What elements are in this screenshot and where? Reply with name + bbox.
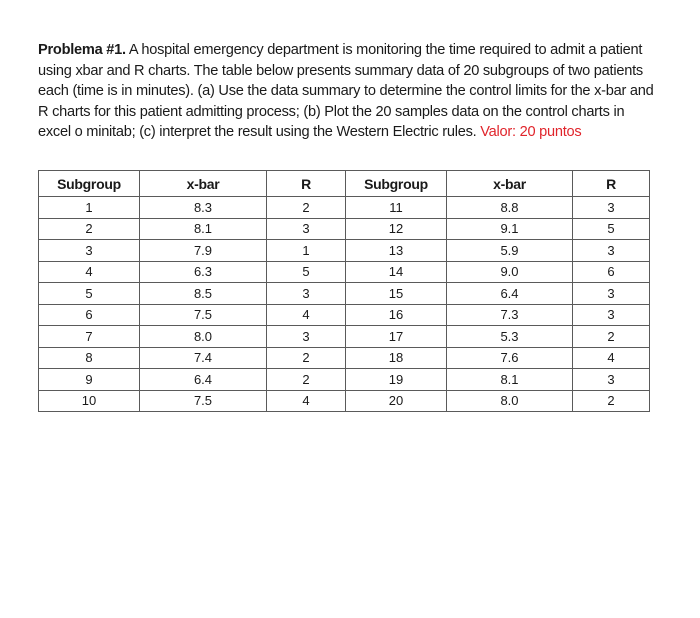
cell-xbar-2: 7.3 — [447, 304, 573, 326]
cell-range-2: 3 — [573, 197, 650, 219]
cell-range: 3 — [267, 283, 346, 305]
table-row — [39, 240, 650, 262]
table-body — [39, 197, 650, 412]
cell-range-2: 2 — [573, 390, 650, 412]
header-row — [39, 171, 650, 197]
cell-range: 4 — [267, 304, 346, 326]
problem-heading: Problema #1. — [38, 42, 126, 58]
header-subgroup-2: Subgroup — [346, 171, 447, 197]
cell-xbar: 6.4 — [140, 369, 267, 391]
cell-subgroup: 5 — [39, 283, 140, 305]
cell-xbar-2: 8.0 — [447, 390, 573, 412]
cell-range: 2 — [267, 369, 346, 391]
cell-xbar: 7.9 — [140, 240, 267, 262]
cell-xbar-2: 6.4 — [447, 283, 573, 305]
cell-subgroup-2: 11 — [346, 197, 447, 219]
cell-range-2: 3 — [573, 369, 650, 391]
points-value: Valor: 20 puntos — [480, 124, 582, 141]
table-row — [39, 304, 650, 326]
cell-xbar-2: 9.1 — [447, 218, 573, 240]
cell-xbar: 8.0 — [140, 326, 267, 348]
cell-subgroup: 4 — [39, 261, 140, 283]
cell-range-2: 2 — [573, 326, 650, 348]
cell-range: 5 — [267, 261, 346, 283]
cell-subgroup-2: 14 — [346, 261, 447, 283]
cell-subgroup-2: 17 — [346, 326, 447, 348]
header-xbar: x-bar — [140, 171, 267, 197]
cell-range-2: 6 — [573, 261, 650, 283]
subgroup-data-table — [38, 170, 650, 412]
cell-range: 1 — [267, 240, 346, 262]
table-row — [39, 218, 650, 240]
cell-xbar-2: 5.3 — [447, 326, 573, 348]
table-row — [39, 369, 650, 391]
cell-subgroup-2: 12 — [346, 218, 447, 240]
header-range: R — [267, 171, 346, 197]
cell-xbar: 7.4 — [140, 347, 267, 369]
table-row — [39, 326, 650, 348]
table-row — [39, 283, 650, 305]
cell-xbar: 7.5 — [140, 304, 267, 326]
cell-range: 2 — [267, 197, 346, 219]
table-row — [39, 347, 650, 369]
cell-subgroup: 7 — [39, 326, 140, 348]
cell-xbar-2: 5.9 — [447, 240, 573, 262]
cell-subgroup-2: 13 — [346, 240, 447, 262]
header-subgroup: Subgroup — [39, 171, 140, 197]
table-row — [39, 261, 650, 283]
table-row — [39, 390, 650, 412]
cell-subgroup-2: 15 — [346, 283, 447, 305]
header-range-2: R — [573, 171, 650, 197]
cell-xbar-2: 8.8 — [447, 197, 573, 219]
table-row — [39, 197, 650, 219]
cell-range: 4 — [267, 390, 346, 412]
cell-xbar-2: 8.1 — [447, 369, 573, 391]
cell-range: 2 — [267, 347, 346, 369]
cell-xbar-2: 9.0 — [447, 261, 573, 283]
cell-subgroup: 8 — [39, 347, 140, 369]
cell-subgroup-2: 16 — [346, 304, 447, 326]
cell-subgroup: 10 — [39, 390, 140, 412]
cell-subgroup-2: 18 — [346, 347, 447, 369]
header-xbar-2: x-bar — [447, 171, 573, 197]
cell-xbar: 6.3 — [140, 261, 267, 283]
cell-subgroup: 9 — [39, 369, 140, 391]
cell-subgroup-2: 19 — [346, 369, 447, 391]
cell-subgroup: 3 — [39, 240, 140, 262]
cell-subgroup: 6 — [39, 304, 140, 326]
cell-xbar: 8.3 — [140, 197, 267, 219]
cell-range-2: 5 — [573, 218, 650, 240]
cell-xbar: 8.5 — [140, 283, 267, 305]
cell-xbar-2: 7.6 — [447, 347, 573, 369]
cell-range: 3 — [267, 326, 346, 348]
cell-range-2: 4 — [573, 347, 650, 369]
problem-statement — [38, 40, 658, 143]
cell-range-2: 3 — [573, 240, 650, 262]
cell-xbar: 7.5 — [140, 390, 267, 412]
cell-subgroup: 2 — [39, 218, 140, 240]
cell-xbar: 8.1 — [140, 218, 267, 240]
problem-body: A hospital emergency department is monitoring the time required to admit a patient using xbar and R charts. The table below presents summary data of 20 subgroups of two patients each (time is in minutes). (a) Use the data summary to determine the control limits for the x-bar and R charts for this patient admitting process; (b) Plot the 20 samples data on the control charts in excel o minitab; (c) interpret the result using the Western Electric rules. — [38, 42, 654, 141]
cell-subgroup: 1 — [39, 197, 140, 219]
cell-range-2: 3 — [573, 304, 650, 326]
cell-subgroup-2: 20 — [346, 390, 447, 412]
cell-range: 3 — [267, 218, 346, 240]
cell-range-2: 3 — [573, 283, 650, 305]
